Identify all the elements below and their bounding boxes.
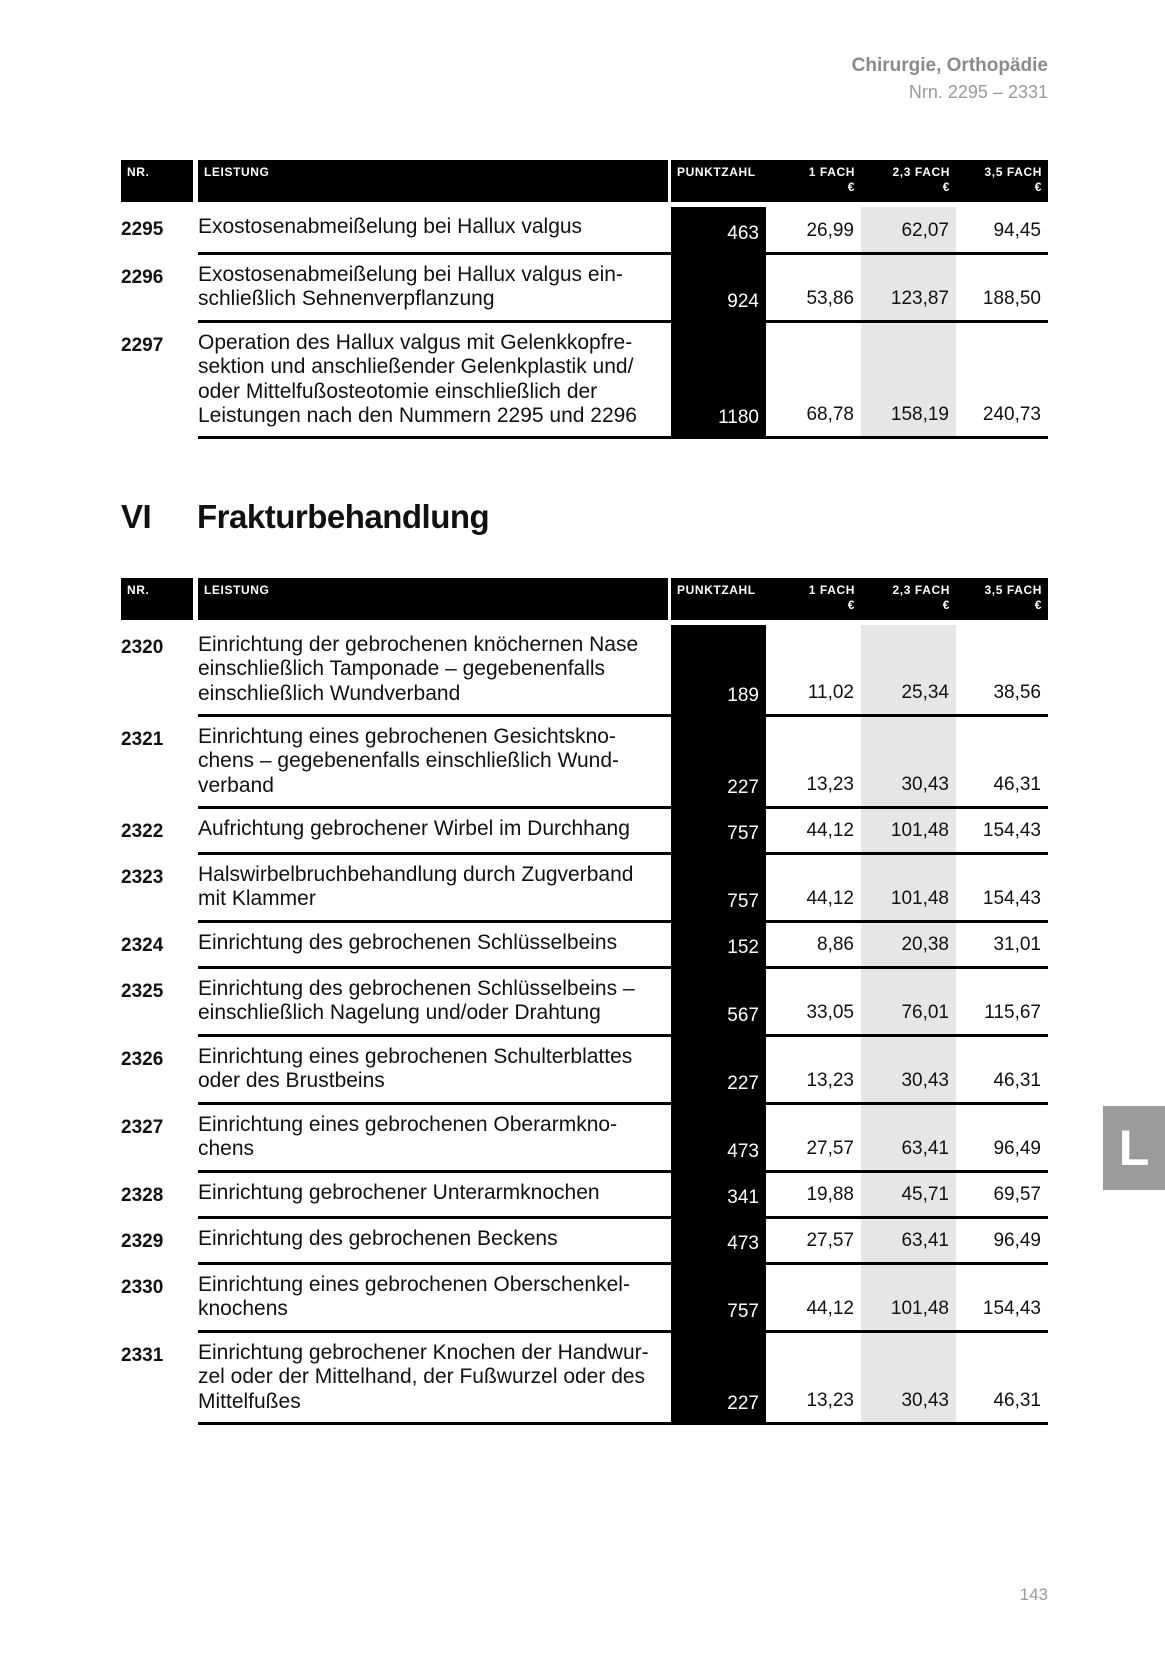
- row-23fach: 63,41: [861, 1219, 956, 1265]
- row-35fach: 154,43: [956, 809, 1048, 855]
- row-35fach: 115,67: [956, 969, 1048, 1037]
- row-number: 2296: [121, 267, 164, 288]
- description-line: chens – gegebenenfalls einschließlich Wund-: [198, 749, 620, 773]
- chapter-title: Chirurgie, Orthopädie: [851, 55, 1048, 76]
- row-1fach: 13,23: [766, 1333, 861, 1425]
- row-number: 2295: [121, 219, 164, 240]
- table-body: [121, 625, 1048, 1425]
- row-number: 2322: [121, 821, 164, 842]
- description-line: Einrichtung des gebrochenen Schlüsselbeins –: [198, 977, 635, 1000]
- row-description: [198, 207, 671, 255]
- table-row: [121, 625, 1048, 717]
- row-23fach: 158,19: [861, 323, 956, 439]
- row-number: 2324: [121, 935, 164, 956]
- row-description: [198, 717, 671, 809]
- table-row: [121, 1037, 1048, 1105]
- table-row: [121, 1265, 1048, 1333]
- row-punktzahl: 473: [671, 1105, 766, 1173]
- row-23fach: 62,07: [861, 207, 956, 255]
- row-number: 2331: [121, 1345, 164, 1366]
- description-line: Halswirbelbruchbehandlung durch Zugverband: [198, 863, 634, 886]
- table-row: [121, 1173, 1048, 1219]
- col-nr-header: NR.: [121, 160, 193, 202]
- row-description: [198, 1037, 671, 1105]
- row-description: [198, 1265, 671, 1333]
- row-number: 2321: [121, 729, 164, 750]
- row-1fach: 13,23: [766, 717, 861, 809]
- col-23fach-header: 2,3 FACH €: [861, 160, 956, 202]
- row-35fach: 96,49: [956, 1219, 1048, 1265]
- description-line: Operation des Hallux valgus mit Gelenkkopfre-: [198, 331, 633, 354]
- description-line: einschließlich Nagelung und/oder Drahtung: [198, 1001, 601, 1025]
- row-35fach: 69,57: [956, 1173, 1048, 1219]
- row-35fach: 31,01: [956, 923, 1048, 969]
- row-23fach: 123,87: [861, 255, 956, 323]
- col-leistung-header: LEISTUNG: [198, 578, 668, 620]
- description-line: Einrichtung eines gebrochenen Gesichtskno-: [198, 725, 616, 748]
- row-1fach: 13,23: [766, 1037, 861, 1105]
- row-1fach: 27,57: [766, 1105, 861, 1173]
- description-line: zel oder der Mittelhand, der Fußwurzel oder des: [198, 1365, 646, 1389]
- description-line: Exostosenabmeißelung bei Hallux valgus: [198, 215, 583, 238]
- row-number: 2320: [121, 637, 164, 658]
- row-punktzahl: 189: [671, 625, 766, 717]
- row-description: [198, 1105, 671, 1173]
- row-punktzahl: 1180: [671, 323, 766, 439]
- row-description: [198, 855, 671, 923]
- row-23fach: 25,34: [861, 625, 956, 717]
- table-row: [121, 969, 1048, 1037]
- row-23fach: 76,01: [861, 969, 956, 1037]
- row-number: 2327: [121, 1117, 164, 1138]
- row-punktzahl: 152: [671, 923, 766, 969]
- row-punktzahl: 567: [671, 969, 766, 1037]
- col-punktzahl-header: PUNKTZAHL: [671, 160, 766, 202]
- row-1fach: 44,12: [766, 809, 861, 855]
- col-punktzahl-header: PUNKTZAHL: [671, 578, 766, 620]
- row-description: [198, 809, 671, 855]
- table-row: [121, 1333, 1048, 1425]
- description-line: oder Mittelfußosteotomie einschließlich der: [198, 379, 598, 403]
- fee-table-1: [121, 160, 1048, 439]
- row-1fach: 53,86: [766, 255, 861, 323]
- row-35fach: 94,45: [956, 207, 1048, 255]
- description-line: chens: [198, 1137, 255, 1161]
- row-1fach: 27,57: [766, 1219, 861, 1265]
- row-1fach: 33,05: [766, 969, 861, 1037]
- row-punktzahl: 463: [671, 207, 766, 255]
- description-line: oder des Brustbeins: [198, 1069, 385, 1093]
- number-range: Nrn. 2295 – 2331: [908, 82, 1048, 102]
- row-punktzahl: 757: [671, 1265, 766, 1333]
- description-line: verband: [198, 773, 274, 797]
- row-1fach: 68,78: [766, 323, 861, 439]
- row-punktzahl: 227: [671, 1037, 766, 1105]
- row-1fach: 11,02: [766, 625, 861, 717]
- row-23fach: 101,48: [861, 855, 956, 923]
- table-header: [121, 160, 1048, 202]
- row-description: [198, 1219, 671, 1265]
- row-23fach: 20,38: [861, 923, 956, 969]
- description-line: knochens: [198, 1297, 288, 1321]
- row-35fach: 240,73: [956, 323, 1048, 439]
- section-roman: VI: [121, 498, 152, 535]
- row-23fach: 45,71: [861, 1173, 956, 1219]
- table-row: [121, 809, 1048, 855]
- col-35fach-header: 3,5 FACH €: [956, 578, 1048, 620]
- row-1fach: 44,12: [766, 855, 861, 923]
- table-row: [121, 1219, 1048, 1265]
- row-description: [198, 255, 671, 323]
- row-23fach: 30,43: [861, 1333, 956, 1425]
- page-number: 143: [1019, 1585, 1048, 1604]
- row-1fach: 19,88: [766, 1173, 861, 1219]
- chapter-thumb-tab: L: [1103, 1106, 1165, 1190]
- description-line: Einrichtung des gebrochenen Schlüsselbeins: [198, 931, 618, 954]
- table-row: [121, 923, 1048, 969]
- row-1fach: 44,12: [766, 1265, 861, 1333]
- row-35fach: 96,49: [956, 1105, 1048, 1173]
- row-number: 2330: [121, 1277, 164, 1298]
- row-number: 2325: [121, 981, 164, 1002]
- description-line: Einrichtung eines gebrochenen Oberschenkel-: [198, 1273, 630, 1296]
- row-punktzahl: 757: [671, 809, 766, 855]
- row-35fach: 46,31: [956, 1333, 1048, 1425]
- row-description: [198, 625, 671, 717]
- row-35fach: 188,50: [956, 255, 1048, 323]
- description-line: Einrichtung eines gebrochenen Oberarmkno-: [198, 1113, 618, 1136]
- row-description: [198, 1173, 671, 1219]
- fee-table-2: [121, 578, 1048, 1425]
- row-number: 2326: [121, 1049, 164, 1070]
- description-line: Einrichtung eines gebrochenen Schulterblattes: [198, 1045, 633, 1068]
- description-line: schließlich Sehnenverpflanzung: [198, 287, 495, 311]
- table-row: [121, 323, 1048, 439]
- description-line: Exostosenabmeißelung bei Hallux valgus ein-: [198, 263, 623, 286]
- description-line: mit Klammer: [198, 887, 316, 911]
- row-number: 2329: [121, 1231, 164, 1252]
- row-23fach: 101,48: [861, 809, 956, 855]
- row-35fach: 154,43: [956, 1265, 1048, 1333]
- row-description: [198, 323, 671, 439]
- row-punktzahl: 473: [671, 1219, 766, 1265]
- running-head: [852, 53, 1048, 105]
- row-punktzahl: 924: [671, 255, 766, 323]
- row-punktzahl: 341: [671, 1173, 766, 1219]
- row-number: 2323: [121, 867, 164, 888]
- row-23fach: 101,48: [861, 1265, 956, 1333]
- row-35fach: 154,43: [956, 855, 1048, 923]
- col-nr-header: NR.: [121, 578, 193, 620]
- row-description: [198, 923, 671, 969]
- row-punktzahl: 757: [671, 855, 766, 923]
- table-row: [121, 855, 1048, 923]
- col-1fach-header: 1 FACH €: [766, 578, 861, 620]
- table-row: [121, 255, 1048, 323]
- description-line: Einrichtung des gebrochenen Beckens: [198, 1227, 558, 1250]
- row-description: [198, 1333, 671, 1425]
- table-row: [121, 1105, 1048, 1173]
- row-description: [198, 969, 671, 1037]
- description-line: Einrichtung gebrochener Unterarmknochen: [198, 1181, 600, 1204]
- table-header: [121, 578, 1048, 620]
- table-row: [121, 207, 1048, 255]
- row-1fach: 26,99: [766, 207, 861, 255]
- row-35fach: 46,31: [956, 1037, 1048, 1105]
- section-heading: [121, 498, 489, 536]
- col-23fach-header: 2,3 FACH €: [861, 578, 956, 620]
- section-title: Frakturbehandlung: [197, 498, 490, 535]
- description-line: einschließlich Tamponade – gegebenenfalls: [198, 657, 606, 681]
- row-number: 2297: [121, 335, 164, 356]
- col-1fach-header: 1 FACH €: [766, 160, 861, 202]
- description-line: Einrichtung gebrochener Knochen der Handwur-: [198, 1341, 649, 1364]
- row-23fach: 63,41: [861, 1105, 956, 1173]
- col-leistung-header: LEISTUNG: [198, 160, 668, 202]
- description-line: Leistungen nach den Nummern 2295 und 2296: [198, 404, 637, 428]
- row-number: 2328: [121, 1185, 164, 1206]
- row-punktzahl: 227: [671, 717, 766, 809]
- row-35fach: 38,56: [956, 625, 1048, 717]
- col-35fach-header: 3,5 FACH €: [956, 160, 1048, 202]
- row-23fach: 30,43: [861, 717, 956, 809]
- table-row: [121, 717, 1048, 809]
- description-line: einschließlich Wundverband: [198, 681, 461, 705]
- table-body: [121, 207, 1048, 439]
- row-35fach: 46,31: [956, 717, 1048, 809]
- row-23fach: 30,43: [861, 1037, 956, 1105]
- description-line: Einrichtung der gebrochenen knöchernen Nase: [198, 633, 639, 656]
- description-line: sektion und anschließender Gelenkplastik und/: [198, 355, 634, 379]
- row-punktzahl: 227: [671, 1333, 766, 1425]
- description-line: Aufrichtung gebrochener Wirbel im Durchhang: [198, 817, 630, 840]
- description-line: Mittelfußes: [198, 1389, 301, 1413]
- row-1fach: 8,86: [766, 923, 861, 969]
